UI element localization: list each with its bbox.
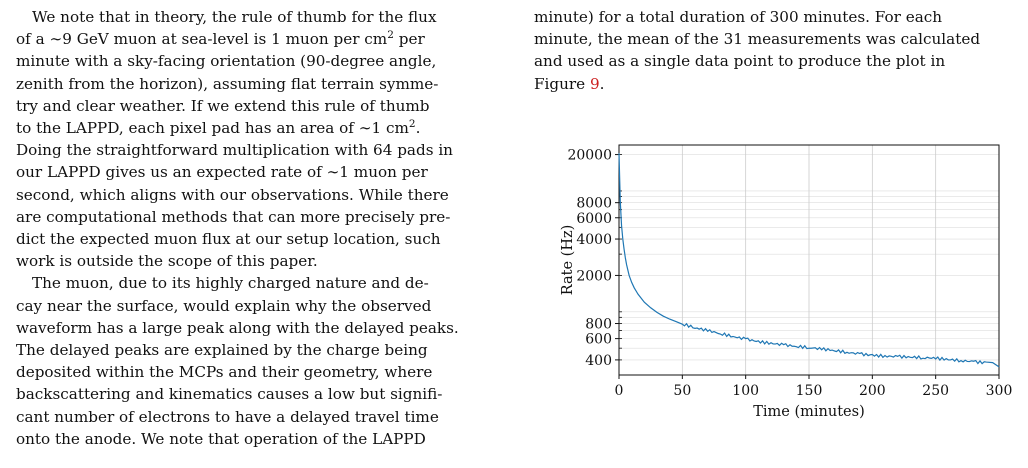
y-axis-title: Rate (Hz) [560,224,576,296]
paragraph-muon-flux: We note that in theory, the rule of thumb for the flux of a ∼9 GeV muon at sea-level is 1 muon per $cm^2$ per minute with a sky-facing orientation (90-degree angle, zenith from the horizon), assuming flat terrain symme- try and clear weather. If we extend this rule of thumb to the LAPPD, each pixel pad has an area of ∼1 $cm^2$. Doing the straightforward multiplication with 64 pads in our LAPPD gives us an expected rate of ∼1 muon per second, which aligns with our observations. While there are computational methods that can more precisely pre- dict the expected muon flux at our setup location, such work is outside the scope of this paper. [16,8,453,271]
left-text-column [16,6,500,450]
rate-vs-time-chart [560,140,1020,450]
rate-vs-time-figure [560,140,1020,450]
y-tick-label: 4000 [576,232,612,249]
paragraph-muon-decay: The muon, due to its highly charged nature and de- cay near the surface, would explain why the observed waveform has a large peak along with the delayed peaks. The delayed peaks are explained by the charge being deposited within the MCPs and their geometry, where backscattering and kinematics causes a low but signifi- cant number of electrons to have a delayed travel time onto the anode. We note that operation of the LAPPD [16,274,459,448]
x-tick-label: 300 [985,383,1013,399]
right-text-column [534,6,1020,95]
x-tick-label: 200 [858,383,886,399]
y-tick-label: 2000 [576,268,612,285]
x-tick-label: 0 [614,383,624,399]
x-axis-title: Time (minutes) [753,404,865,420]
x-tick-label: 50 [673,383,692,399]
y-tick-label: 600 [585,331,612,348]
x-tick-label: 150 [795,383,823,399]
y-tick-label: 8000 [576,195,612,212]
y-tick-label: 800 [585,316,612,333]
paragraph-measurement: minute) for a total duration of 300 minutes. For each minute, the mean of the 31 measurements was calculated and used as a single data point to produce the plot in Figure 9. [534,8,981,93]
figure-reference-link[interactable]: 9 [589,74,600,93]
y-tick-label: 400 [585,352,612,369]
y-tick-label: 6000 [576,210,612,227]
x-tick-label: 100 [732,383,760,399]
x-tick-label: 250 [922,383,950,399]
y-tick-label: 20000 [567,147,612,164]
